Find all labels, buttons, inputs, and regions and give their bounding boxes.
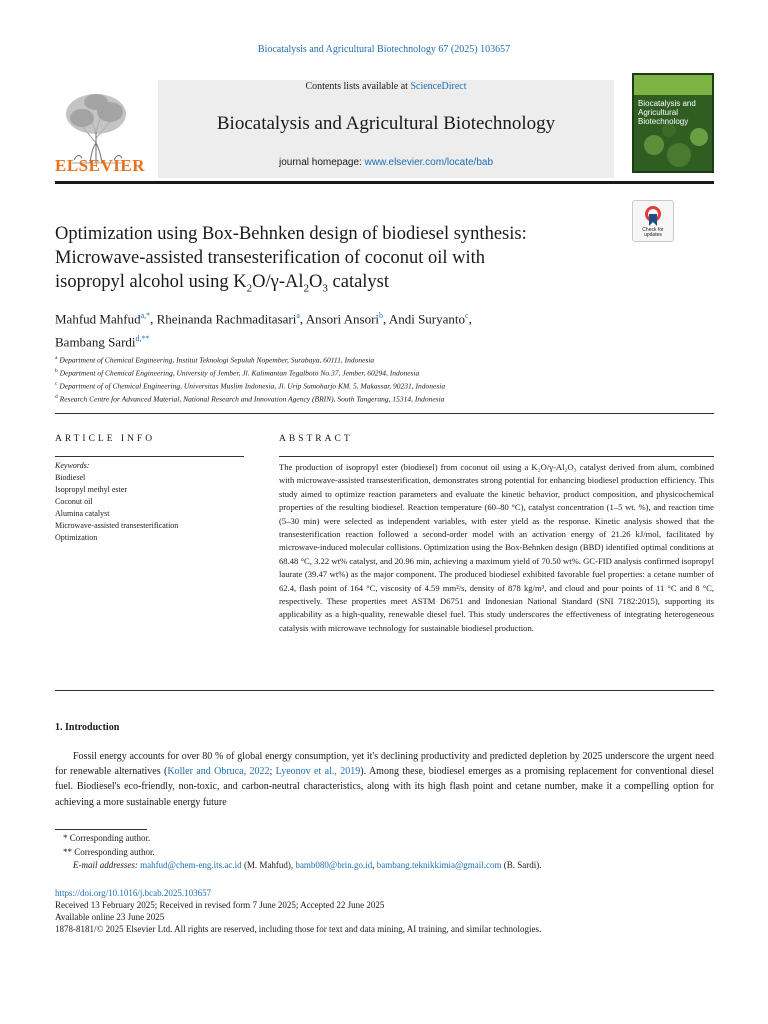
section-divider: [55, 690, 714, 691]
journal-homepage: journal homepage: www.elsevier.com/locate/bab: [278, 157, 494, 168]
corresponding-author-note: ** Corresponding author.: [63, 846, 155, 857]
cover-title: Biocatalysis and Agricultural Biotechnology: [638, 99, 696, 126]
abstract-rule: [279, 456, 714, 457]
check-for-updates-label: Check for updates: [642, 227, 664, 238]
header-rule: [55, 181, 714, 184]
paper-title: Optimization using Box-Behnken design of biodiesel synthesis: Microwave-assisted transesterification of coconut oil with isopropyl alcohol using $K_2O/\gamma-Al_2O_3$ catalyst: [55, 224, 527, 295]
keyword-item: Coconut oil: [55, 497, 93, 506]
keyword-item: Isopropyl methyl ester: [55, 485, 127, 494]
affiliation-item: $^d$ Research Centre for Advanced Material, National Research and Innovation Agency (BRIN), South Tangerang, 15314, Indonesia: [55, 394, 445, 404]
abstract-body: The production of isopropyl ester (biodiesel) from coconut oil using a K₂O/γ-Al₂O₃ catalyst derived from alum, combined with microwave-assisted transesterification, demonstrates strong potential for enhancing biodiesel production efficiency. This study aimed to optimize reaction parameters and evaluate the kinetic behavior, product composition, and physicochemical properties of the resulting biodiesel. Reaction temperature (60–80 °C), catalyst concentration (1–5 wt. %), and reaction time (5–30 min) were selected as independent variables, with ester yield as the response. Kinetic analysis showed that the transesterification reaction followed a second-order model with an activation energy of 21.26 kJ/mol, facilitated by microwave-induced molecular collisions. Optimization using the Box-Behnken design (BBD) identified optimal conditions at 68.48 °C, 3.22 wt% catalyst, and 20.96 min, achieving a maximum yield of 70.50 wt%. GC-FID analysis confirmed isopropyl laurate (39.47 wt%) as the major component. The produced biodiesel exhibited favorable fuel properties: a cetane number of 62.4, flash point of 164 °C, viscosity of 4.59 mm²/s, density of 878 kg/m³, and cloud and pour points of 11 °C and 8 °C, respectively. These properties meet ASTM D6751 and Indonesian National Standard (SNI 7182:2015), supporting its applicability as a high-quality, renewable diesel fuel. This study underscores the effectiveness of integrating heterogeneous catalysis with microwave technology for sustainable biodiesel production.: [279, 462, 714, 633]
email-addresses: E-mail addresses: mahfud@chem-eng.its.ac.id (M. Mahfud), bamb080@brin.go.id, bambang.teknikkimia@gmail.com (B. Sardi).: [73, 860, 542, 870]
keyword-item: Microwave-assisted transesterification: [55, 521, 179, 530]
author-name[interactable]: Rheinanda Rachmaditasari: [156, 311, 297, 327]
author-name[interactable]: Ansori Ansori: [305, 311, 380, 327]
sciencedirect-link[interactable]: ScienceDirect: [410, 81, 467, 92]
citation-link[interactable]: Koller and Obruca, 2022: [167, 766, 270, 778]
author-affiliation-marker[interactable]: a: [296, 311, 300, 320]
section-divider: [55, 413, 714, 414]
journal-cover-thumbnail[interactable]: [632, 73, 714, 173]
affiliation-item: $^b$ Department of Chemical Engineering, University of Jember, Jl. Kalimantan Tegalboto No.37, Jember, 60294, Indonesia: [55, 368, 420, 378]
email-link[interactable]: mahfud@chem-eng.its.ac.id: [140, 860, 242, 870]
journal-title: Biocatalysis and Agricultural Biotechnology: [216, 113, 556, 134]
author-name[interactable]: Andi Suryanto: [388, 311, 466, 327]
bookmark-icon: [644, 205, 662, 227]
copyright-notice: 1878-8181/© 2025 Elsevier Ltd. All rights are reserved, including those for text and data mining, AI training, and similar technologies.: [55, 924, 542, 934]
citation-link[interactable]: Lyeonov et al., 2019: [275, 766, 361, 778]
check-for-updates-button[interactable]: [632, 200, 674, 242]
keyword-item: Alumina catalyst: [55, 509, 110, 518]
affiliation-list: [55, 353, 715, 405]
online-date: Available online 23 June 2025: [55, 912, 165, 922]
email-link[interactable]: bamb080@brin.go.id: [295, 860, 373, 870]
author-name[interactable]: Mahfud Mahfud: [55, 311, 141, 327]
introduction-paragraph: Fossil energy accounts for over 80 % of global energy consumption, yet it's declining productivity and predicted depletion by 2025 underscore the urgent need for renewable alternatives (Koller and Obruca, 2022; Lyeonov et al., 2019). Among these, biodiesel emerges as a promising replacement for conventional diesel fuel. Biodiesel's eco-friendly, non-toxic, and carbon-neutral characteristics, along with its high flash point and cetane number, make it a compelling option for achieving a more sustainable energy future: [55, 751, 715, 808]
abstract-heading: ABSTRACT: [279, 434, 353, 444]
elsevier-wordmark: ELSEVIER: [55, 156, 145, 175]
contents-availability: Contents lists available at ScienceDirect: [305, 81, 467, 92]
author-affiliation-marker[interactable]: c: [465, 311, 469, 320]
keyword-item: Optimization: [55, 533, 98, 542]
article-info-rule: [55, 456, 244, 457]
publication-info: [55, 887, 714, 935]
journal-reference-link[interactable]: Biocatalysis and Agricultural Biotechnology 67 (2025) 103657: [257, 44, 511, 55]
affiliation-item: $^a$ Department of Chemical Engineering, Institut Teknologi Sepuluh Nopember, Surabaya, 60111, Indonesia: [55, 355, 375, 365]
author-affiliation-marker[interactable]: b: [379, 311, 384, 320]
corresponding-author-note: * Corresponding author.: [63, 833, 151, 843]
author-affiliation-marker[interactable]: a,*: [140, 311, 151, 320]
affiliation-item: $^c$ Department of of Chemical Engineering, Universitas Muslim Indonesia, Jl. Urip Sumoharjo KM. 5, Makassar, 90231, Indonesia: [55, 381, 446, 391]
introduction-heading: 1. Introduction: [55, 722, 120, 733]
footnotes: [55, 832, 714, 873]
keywords-list: [55, 472, 178, 544]
received-dates: Received 13 February 2025; Received in revised form 7 June 2025; Accepted 22 June 2025: [55, 900, 385, 910]
author-affiliation-marker[interactable]: d,**: [135, 334, 150, 344]
email-link[interactable]: bambang.teknikkimia@gmail.com: [376, 860, 502, 870]
keyword-item: Biodiesel: [55, 473, 86, 482]
footnote-rule: [55, 829, 147, 830]
keywords-label: Keywords:: [55, 461, 90, 470]
author-name[interactable]: Bambang Sardi: [55, 334, 136, 350]
author-list: Mahfud Mahfud$^{a,*}$, Rheinanda Rachmaditasari$^a$, Ansori Ansori$^b$, Andi Suryanto$^c$, Bambang Sardi$^{d,**}$: [55, 311, 472, 350]
doi-link[interactable]: https://doi.org/10.1016/j.bcab.2025.103657: [55, 888, 212, 898]
article-info-heading: ARTICLE INFO: [55, 434, 156, 444]
homepage-link[interactable]: www.elsevier.com/locate/bab: [364, 157, 494, 168]
